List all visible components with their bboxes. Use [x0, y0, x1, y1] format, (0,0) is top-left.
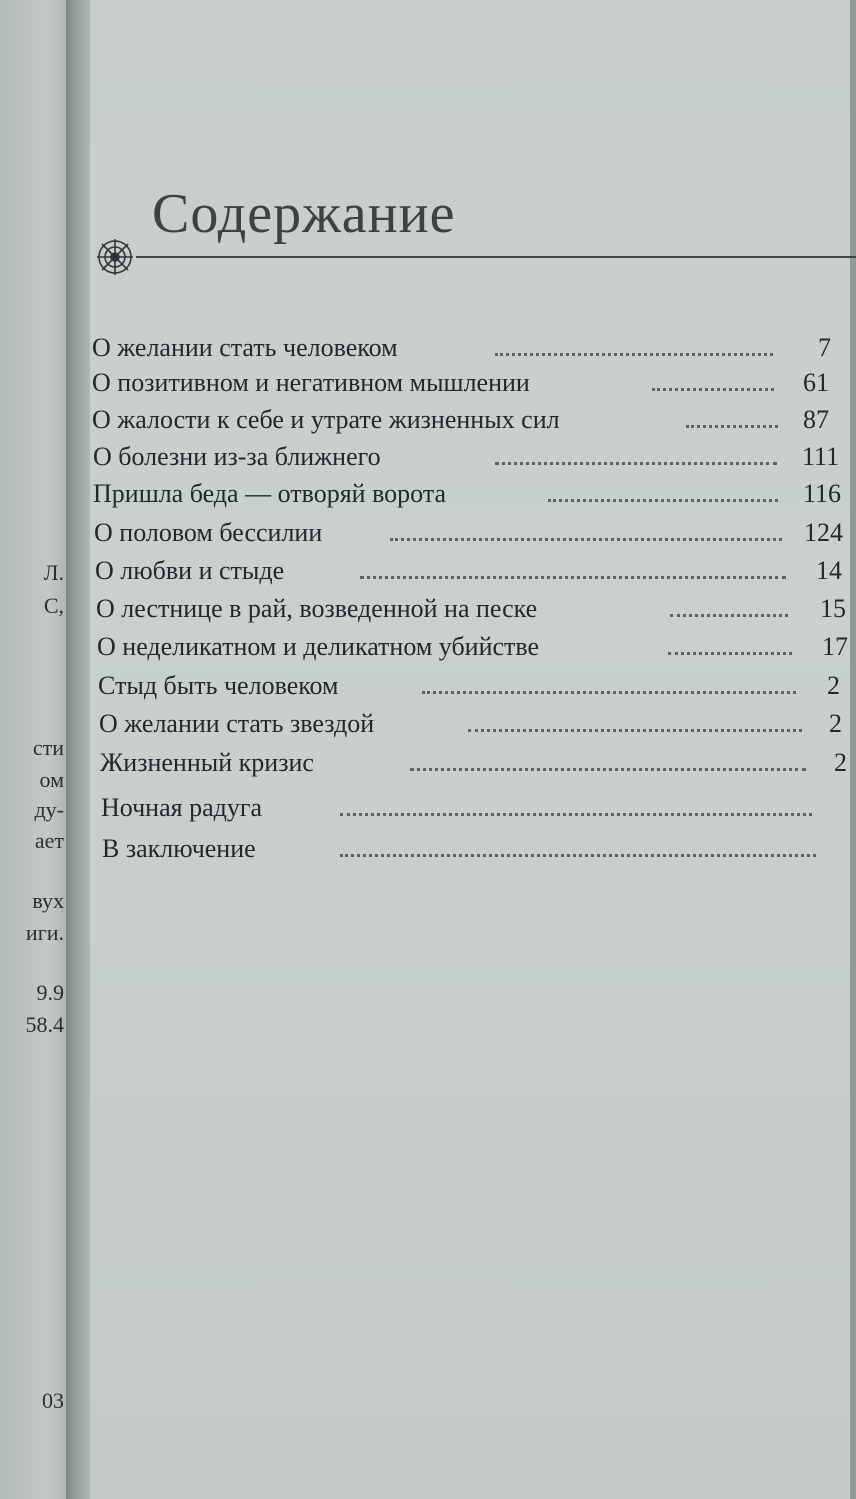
- toc-entry[interactable]: [90, 630, 850, 664]
- toc-entry-title: О неделикатном и деликатном убийстве: [97, 632, 540, 661]
- toc-entry-title: Стыд быть человеком: [98, 671, 339, 700]
- toc-entry-title: О жалости к себе и утрате жизненных сил: [92, 405, 560, 434]
- toc-leader-dots: [468, 729, 802, 735]
- toc-leader-dots: [668, 652, 792, 658]
- toc-entry-page: 111: [802, 442, 840, 471]
- toc-entry-title: О половом бессилии: [94, 518, 323, 547]
- toc-entry[interactable]: [90, 554, 850, 588]
- toc-leader-dots: [360, 576, 786, 582]
- toc-entry[interactable]: [90, 669, 850, 703]
- toc-entry-page: 2: [829, 709, 842, 738]
- toc-entry-title: Ночная радуга: [101, 793, 263, 822]
- left-page-number: 03: [42, 1388, 64, 1413]
- toc-entry[interactable]: [90, 592, 850, 626]
- toc-entry-page: 116: [803, 479, 842, 508]
- toc-entry-title: В заключение: [102, 834, 256, 863]
- toc-entry-title: О желании стать человеком: [92, 333, 398, 362]
- toc-entry[interactable]: [90, 331, 850, 365]
- left-page-fragment: ом: [39, 767, 64, 792]
- toc-leader-dots: [340, 813, 812, 819]
- left-page-fragment: сти: [32, 735, 64, 760]
- toc-leader-dots: [686, 425, 778, 431]
- left-page-fragment: 58.4: [25, 1012, 64, 1037]
- toc-leader-dots: [340, 854, 816, 860]
- left-page-fragment: вух: [32, 888, 64, 913]
- toc-leader-dots: [495, 353, 773, 359]
- toc-entry-page: 87: [803, 405, 829, 434]
- toc-entry-page: 2: [834, 748, 847, 777]
- toc-leader-dots: [652, 388, 774, 394]
- toc-leader-dots: [548, 499, 778, 505]
- left-page-fragment: 9.9: [36, 980, 64, 1005]
- toc-entry[interactable]: [90, 516, 850, 550]
- toc-entry-title: Пришла беда — отворяй ворота: [93, 479, 447, 508]
- toc-leader-dots: [422, 691, 796, 697]
- toc-entry-page: 124: [804, 518, 843, 547]
- toc-entry-title: О болезни из-за ближнего: [93, 442, 381, 471]
- snowflake-ornament-icon: [94, 236, 136, 278]
- toc-entry[interactable]: [90, 707, 850, 741]
- left-page-fragment: С,: [43, 593, 64, 618]
- contents-page: [90, 0, 850, 1499]
- toc-entry[interactable]: [90, 791, 850, 825]
- left-page: [0, 0, 70, 1499]
- toc-entry-title: О желании стать звездой: [99, 709, 375, 738]
- toc-entry-title: О любви и стыде: [95, 556, 285, 585]
- title-rule: [136, 256, 856, 258]
- toc-leader-dots: [410, 768, 806, 774]
- toc-entry-page: 17: [822, 632, 848, 661]
- toc-entry-page: 15: [820, 594, 846, 623]
- toc-entry-page: 61: [803, 368, 829, 397]
- left-page-fragment: иги.: [25, 920, 64, 945]
- toc-entry-page: 7: [818, 333, 831, 362]
- toc-leader-dots: [670, 614, 788, 620]
- toc-entry-title: О позитивном и негативном мышлении: [92, 368, 530, 397]
- toc-entry-title: О лестнице в рай, возведенной на песке: [96, 594, 538, 623]
- left-page-fragment: ду-: [34, 797, 64, 822]
- toc-entry[interactable]: [90, 403, 850, 437]
- toc-entry-page: 14: [816, 556, 842, 585]
- toc-entry[interactable]: [90, 440, 850, 474]
- toc-leader-dots: [390, 538, 782, 544]
- toc-entry[interactable]: [90, 832, 850, 866]
- toc-entry-title: Жизненный кризис: [100, 748, 314, 777]
- page-title: Содержание: [152, 183, 456, 245]
- toc-entry[interactable]: [90, 366, 850, 400]
- left-page-fragment: ает: [34, 828, 64, 853]
- toc-entry[interactable]: [90, 746, 850, 780]
- toc-entry[interactable]: [90, 477, 850, 511]
- toc-leader-dots: [495, 462, 777, 468]
- left-page-fragment: Л.: [43, 560, 64, 585]
- toc-entry-page: 2: [827, 671, 840, 700]
